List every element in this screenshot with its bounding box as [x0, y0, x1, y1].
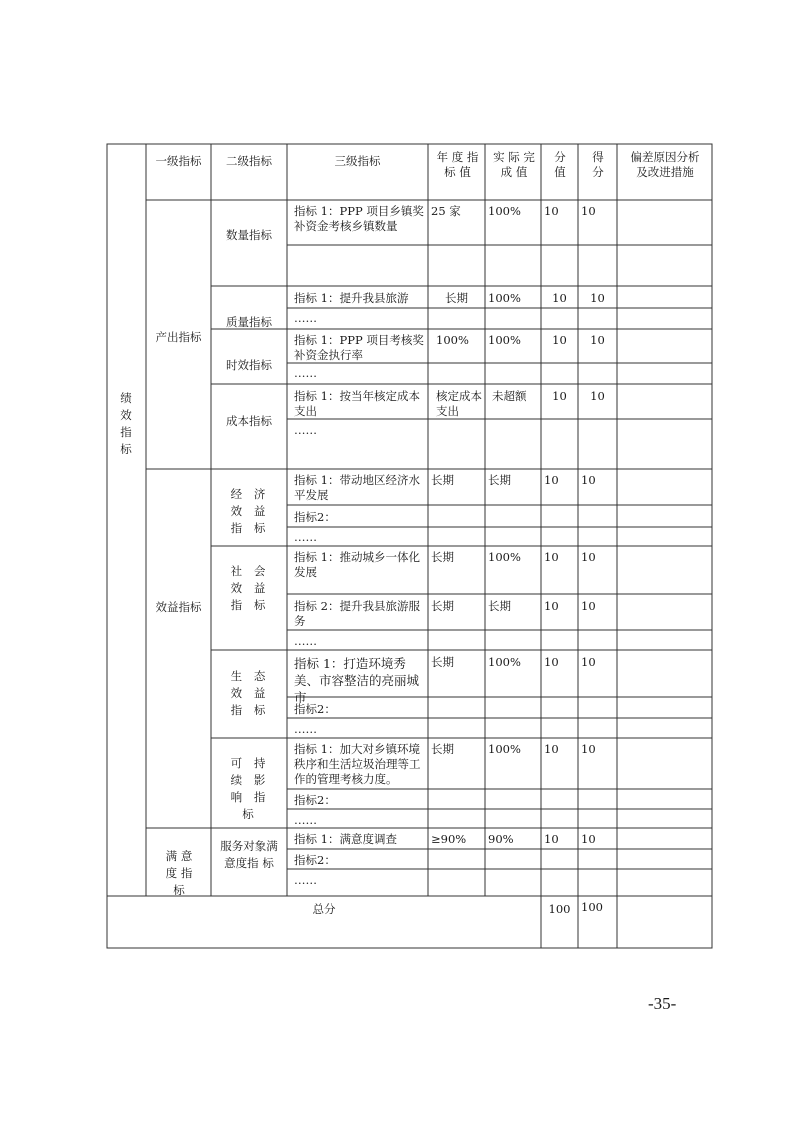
- header-level3: 三级指标: [334, 154, 381, 168]
- row-e2-indicator: 指标2：: [294, 510, 336, 524]
- row-c1-value: 10: [552, 389, 567, 403]
- header-actual: 实 际 完 成 值: [493, 150, 535, 179]
- total-label: 总分: [312, 902, 336, 916]
- side-label: 绩效指标: [120, 391, 132, 456]
- group-benefit: 效益指标: [155, 600, 202, 614]
- subgroup-ecological: 生 态 效 益 指 标: [230, 669, 270, 717]
- row-ql1-target: 长期: [445, 291, 468, 305]
- header-score-obtained: 得 分: [592, 150, 604, 179]
- header-level1: 一级指标: [155, 154, 202, 168]
- row-g1-value: 10: [544, 655, 559, 669]
- header-deviation: 偏差原因分析 及改进措施: [630, 150, 700, 179]
- row-q1-target: 25 家: [431, 204, 461, 218]
- row-t1-actual: 100%: [488, 333, 521, 347]
- row-t1-indicator: 指标 1：PPP 项目考核奖补资金执行率: [294, 333, 424, 362]
- group-output: 产出指标: [155, 330, 202, 344]
- row-p1-indicator: 指标 1：加大对乡镇环境秩序和生活垃圾治理等工作的管理考核力度。: [294, 742, 421, 786]
- row-g1-score: 10: [581, 655, 596, 669]
- row-ql1-actual: 100%: [488, 291, 521, 305]
- subgroup-sustainable: 可 持 续 影 响 指标: [230, 756, 270, 821]
- row-c1-indicator: 指标 1：按当年核定成本支出: [294, 389, 420, 418]
- subgroup-timeliness: 时效指标: [226, 358, 272, 372]
- row-s2-actual: 长期: [488, 599, 511, 613]
- row-c1-score: 10: [590, 389, 605, 403]
- row-s2-target: 长期: [431, 599, 454, 613]
- row-t1-target: 100%: [436, 333, 469, 347]
- row-s3-indicator: ……: [294, 634, 317, 648]
- row-s2-indicator: 指标 2：提升我县旅游服务: [294, 599, 420, 628]
- row-t1-value: 10: [552, 333, 567, 347]
- total-value: 100: [548, 902, 571, 916]
- row-m1-actual: 90%: [488, 832, 514, 846]
- row-p1-score: 10: [581, 742, 596, 756]
- subgroup-quantity: 数量指标: [226, 228, 272, 242]
- row-e3-indicator: ……: [294, 530, 317, 544]
- row-p1-actual: 100%: [488, 742, 521, 756]
- row-e1-indicator: 指标 1：带动地区经济水平发展: [294, 473, 420, 502]
- row-q1-indicator: 指标 1：PPP 项目乡镇奖补资金考核乡镇数量: [294, 204, 424, 233]
- row-ql1-indicator: 指标 1：提升我县旅游: [294, 291, 409, 305]
- group-satisfaction: 满 意 度 指标: [165, 849, 193, 897]
- row-ql1-score: 10: [590, 291, 605, 305]
- subgroup-economic: 经 济 效 益 指 标: [230, 487, 270, 535]
- row-p1-target: 长期: [431, 742, 454, 756]
- row-p2-indicator: 指标2：: [294, 793, 336, 807]
- header-score-value: 分 值: [554, 150, 566, 179]
- row-g1-indicator: 指标 1：打造环境秀美、市容整洁的亮丽城市: [294, 656, 420, 705]
- row-m1-score: 10: [581, 832, 596, 846]
- row-e1-score: 10: [581, 473, 596, 487]
- row-m1-target: ≥90%: [431, 832, 467, 846]
- row-s2-value: 10: [544, 599, 559, 613]
- subgroup-cost: 成本指标: [226, 414, 272, 428]
- row-g3-indicator: ……: [294, 722, 317, 736]
- subgroup-quality: 质量指标: [226, 315, 272, 329]
- row-t1-score: 10: [590, 333, 605, 347]
- row-c1-actual: 未超额: [492, 389, 527, 403]
- row-m3-indicator: ……: [294, 873, 317, 887]
- row-s1-target: 长期: [431, 550, 454, 564]
- row-p1-value: 10: [544, 742, 559, 756]
- row-q1-value: 10: [544, 204, 559, 218]
- subgroup-service: 服务对象满意度指 标: [220, 839, 278, 870]
- row-s1-score: 10: [581, 550, 596, 564]
- row-e1-actual: 长期: [488, 473, 511, 487]
- row-c1-target: 核定成本支出: [436, 389, 482, 418]
- row-s2-score: 10: [581, 599, 596, 613]
- row-g1-target: 长期: [431, 655, 454, 669]
- row-q1-score: 10: [581, 204, 596, 218]
- row-s1-indicator: 指标 1：推动城乡一体化发展: [294, 550, 420, 579]
- row-s1-actual: 100%: [488, 550, 521, 564]
- row-c2-indicator: ……: [294, 423, 317, 437]
- row-q1-actual: 100%: [488, 204, 521, 218]
- header-level2: 二级指标: [226, 154, 272, 168]
- row-ql2-indicator: ……: [294, 311, 317, 325]
- row-m1-indicator: 指标 1：满意度调查: [294, 832, 397, 846]
- page-number: -35-: [648, 994, 677, 1013]
- row-g1-actual: 100%: [488, 655, 521, 669]
- total-score: 100: [581, 900, 603, 914]
- row-ql1-value: 10: [552, 291, 567, 305]
- row-g2-indicator: 指标2：: [294, 702, 336, 716]
- row-e1-value: 10: [544, 473, 559, 487]
- row-m1-value: 10: [544, 832, 559, 846]
- row-m2-indicator: 指标2：: [294, 853, 336, 867]
- row-s1-value: 10: [544, 550, 559, 564]
- row-p3-indicator: ……: [294, 813, 317, 827]
- row-t2-indicator: ……: [294, 366, 317, 380]
- subgroup-social: 社 会 效 益 指 标: [230, 564, 270, 612]
- header-annual-target: 年 度 指 标 值: [436, 150, 479, 179]
- row-e1-target: 长期: [431, 473, 454, 487]
